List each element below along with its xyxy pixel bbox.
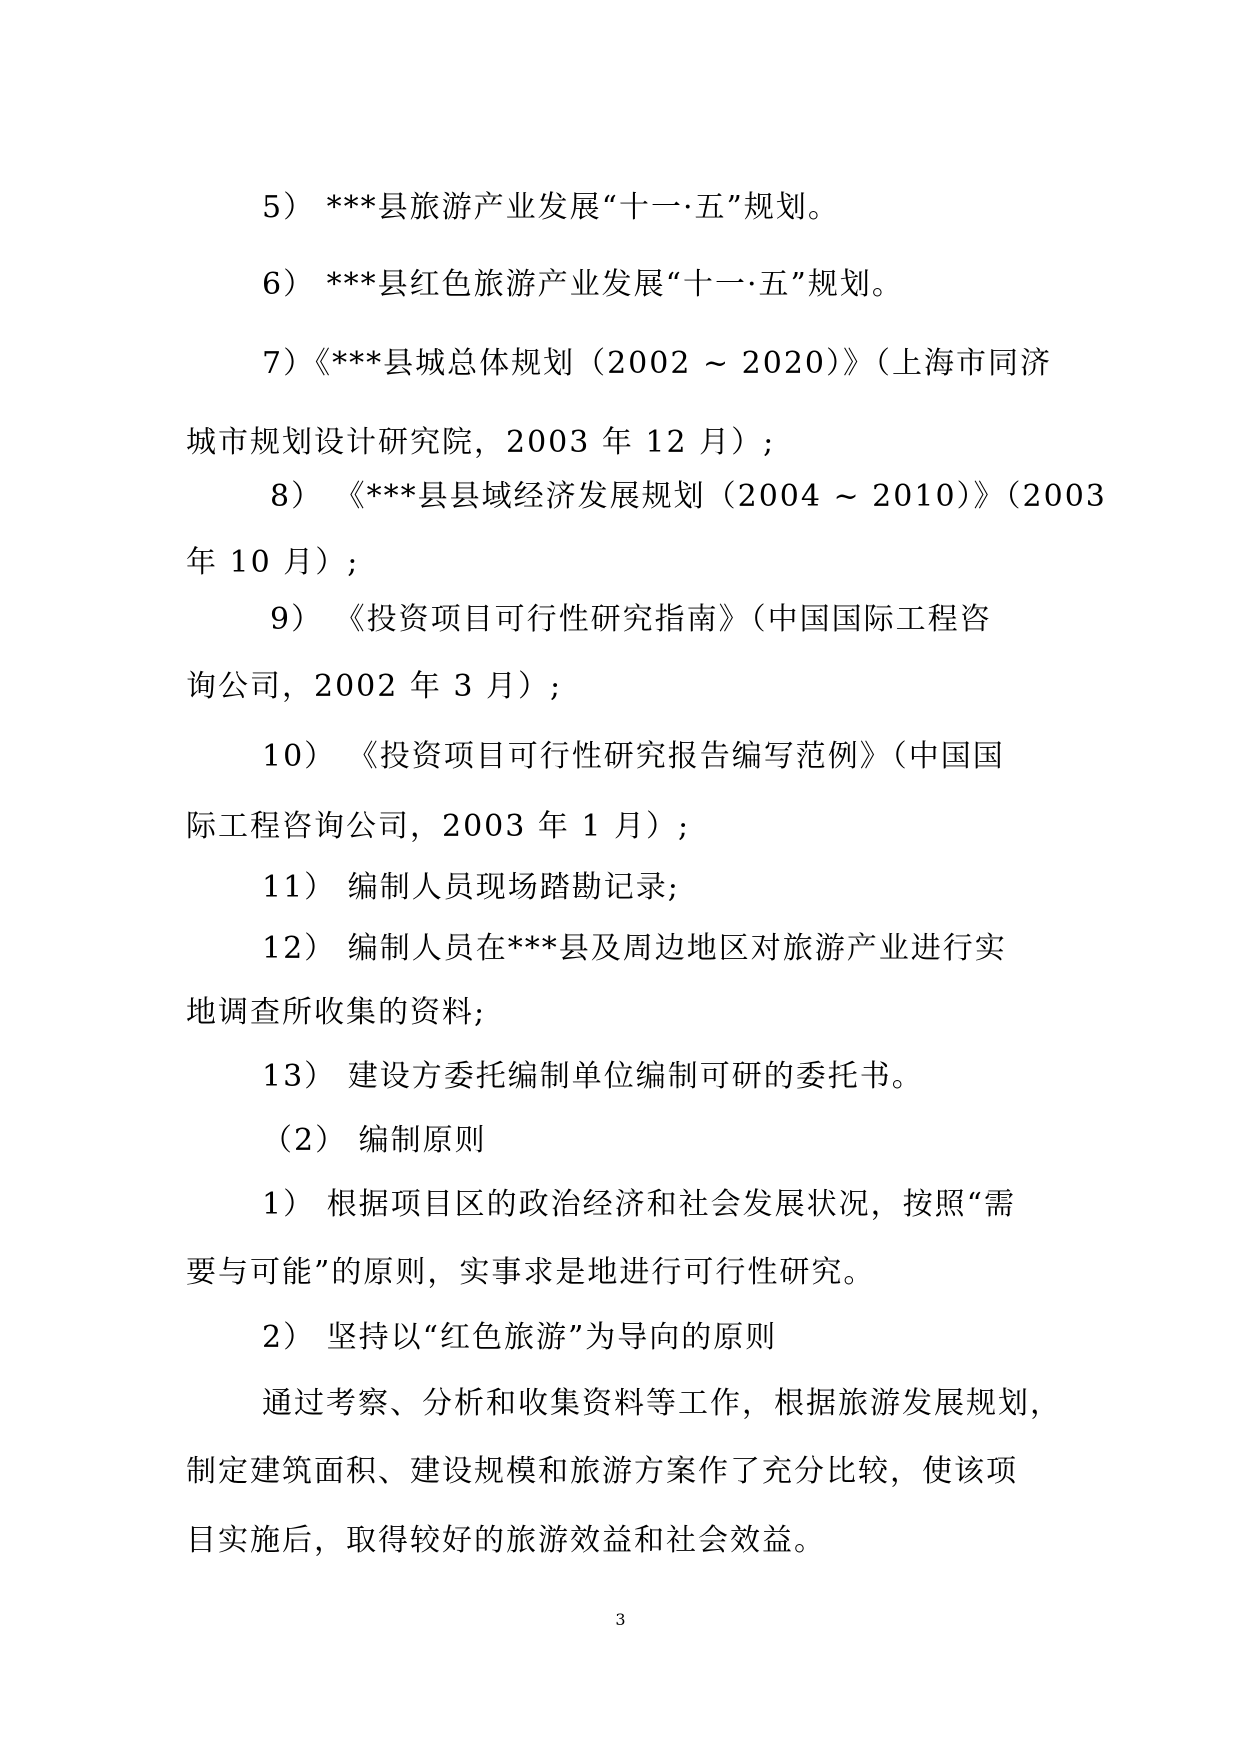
reference-item-7-cont: 城市规划设计研究院，2003 年 12 月）; (186, 425, 776, 460)
reference-item-11: 11） 编制人员现场踏勘记录; (262, 870, 680, 905)
reference-item-5: 5） ***县旅游产业发展“十一·五”规划。 (262, 190, 840, 225)
reference-item-10-cont: 际工程咨询公司，2003 年 1 月）; (186, 809, 691, 844)
reference-item-8-cont: 年 10 月）; (186, 545, 360, 580)
body-paragraph-line-2: 制定建筑面积、建设规模和旅游方案作了充分比较，使该项 (186, 1454, 1018, 1489)
reference-item-9: 9） 《投资项目可行性研究指南》（中国国际工程咨 (270, 602, 992, 637)
reference-item-12: 12） 编制人员在***县及周边地区对旅游产业进行实 (262, 931, 1007, 966)
reference-item-9-cont: 询公司，2002 年 3 月）; (186, 669, 563, 704)
reference-item-6: 6） ***县红色旅游产业发展“十一·五”规划。 (262, 267, 904, 302)
reference-item-7: 7）《***县城总体规划（2002 ~ 2020）》（上海市同济 (262, 346, 1052, 381)
reference-item-13: 13） 建设方委托编制单位编制可研的委托书。 (262, 1059, 924, 1094)
principle-item-1-cont: 要与可能”的原则，实事求是地进行可行性研究。 (186, 1255, 876, 1290)
principle-item-1: 1） 根据项目区的政治经济和社会发展状况，按照“需 (262, 1187, 1016, 1222)
body-paragraph-line-3: 目实施后，取得较好的旅游效益和社会效益。 (186, 1523, 826, 1558)
body-paragraph-line-1: 通过考察、分析和收集资料等工作，根据旅游发展规划， (262, 1386, 1062, 1421)
reference-item-12-cont: 地调查所收集的资料; (186, 995, 487, 1030)
principle-item-2: 2） 坚持以“红色旅游”为导向的原则 (262, 1320, 778, 1355)
reference-item-10: 10） 《投资项目可行性研究报告编写范例》（中国国 (262, 739, 1005, 774)
section-heading-principles: （2） 编制原则 (262, 1123, 487, 1158)
page-number: 3 (615, 1610, 626, 1629)
reference-item-8: 8） 《***县县域经济发展规划（2004 ~ 2010）》（2003 (270, 479, 1107, 514)
